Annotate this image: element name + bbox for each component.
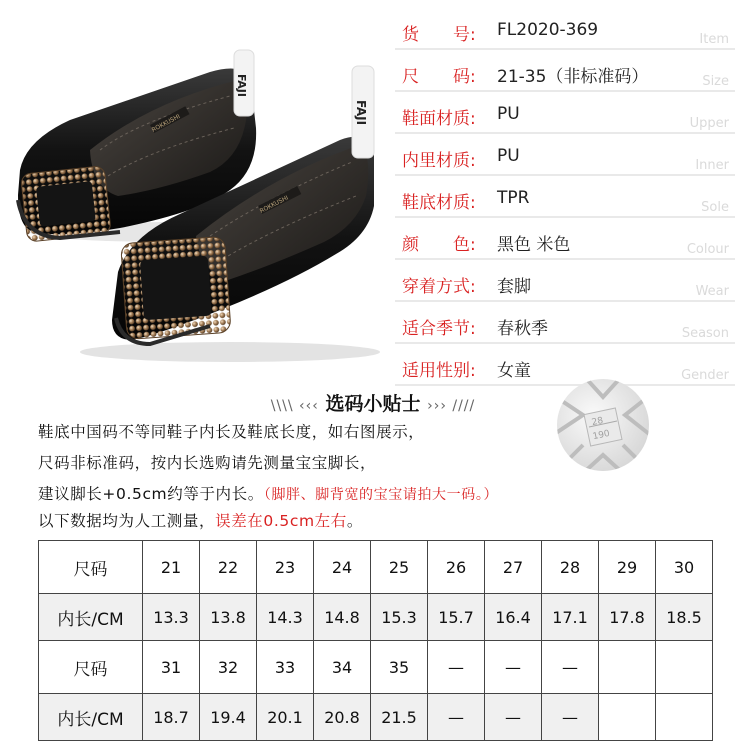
size-table-cell: 17.1 [542, 594, 599, 641]
size-table-cell: 25 [371, 541, 428, 594]
size-table-row-header: 内长/CM [39, 594, 143, 641]
size-table-cell: 20.1 [257, 694, 314, 741]
insole-brand-back: ROKKUSHI [150, 112, 182, 134]
spec-value: 春秋季 [497, 319, 548, 339]
tip-line-3-red: （脚胖、脚背宽的宝宝请拍大一码。） [263, 487, 499, 503]
size-table-cell: 34 [314, 641, 371, 694]
size-table-cell: 18.7 [143, 694, 200, 741]
tip-line-3-main: 建议脚长+0.5cm约等于内长。 [38, 485, 264, 503]
spec-table [395, 10, 735, 388]
size-table-row [39, 594, 713, 641]
spec-english-label: Colour [686, 242, 729, 257]
insole-brand-front: ROKKUSHI [258, 194, 290, 215]
size-table-cell: 15.7 [428, 594, 485, 641]
spec-value: 黑色 米色 [497, 235, 571, 255]
size-table-row-header: 内长/CM [39, 694, 143, 741]
size-table-cell: 29 [599, 541, 656, 594]
spec-row [395, 136, 735, 176]
spec-english-label: Size [702, 74, 729, 89]
spec-row [395, 178, 735, 218]
size-table-cell: 15.3 [371, 594, 428, 641]
spec-value: PU [497, 146, 520, 166]
sole-size-mark: 28 [590, 415, 605, 429]
spec-row [395, 94, 735, 134]
tips-title-text: 选码小贴士 [325, 393, 421, 415]
spec-value: 21-35（非标准码） [497, 67, 649, 87]
size-table-cell: 17.8 [599, 594, 656, 641]
size-table-cell: 30 [656, 541, 713, 594]
spec-label: 适用性别: [402, 361, 476, 381]
size-table-cell: 26 [428, 541, 485, 594]
size-table-row-header: 尺码 [39, 541, 143, 594]
size-table-row [39, 641, 713, 694]
spec-row [395, 52, 735, 92]
strap-text-back: FAJI [235, 74, 248, 97]
tip-line-4-end: 。 [346, 512, 363, 530]
size-table-cell: 16.4 [485, 594, 542, 641]
tip-line-1: 鞋底中国码不等同鞋子内长及鞋底长度，如右图展示， [38, 423, 425, 441]
size-table-cell: 22 [200, 541, 257, 594]
spec-value: 女童 [497, 361, 531, 381]
spec-value: FL2020-369 [497, 20, 599, 40]
spec-row [395, 304, 735, 344]
size-table-cell: 28 [542, 541, 599, 594]
spec-label: 穿着方式: [402, 277, 476, 297]
tip-line-3 [38, 482, 498, 504]
tip-line-4 [38, 509, 363, 531]
sole-inner-mark: 190 [591, 428, 611, 443]
product-photo [0, 0, 390, 385]
spec-english-label: Wear [695, 284, 729, 299]
size-table-cell: 33 [257, 641, 314, 694]
tip-line-4-main: 以下数据均为人工测量， [38, 512, 216, 530]
spec-english-label: Season [681, 326, 729, 341]
size-table-cell [656, 694, 713, 741]
size-table-cell: 19.4 [200, 694, 257, 741]
size-table-cell: 32 [200, 641, 257, 694]
size-table-cell: 27 [485, 541, 542, 594]
spec-label: 鞋面材质: [402, 109, 476, 129]
size-table-cell: 35 [371, 641, 428, 694]
size-table-cell: 13.8 [200, 594, 257, 641]
size-table-cell [599, 641, 656, 694]
spec-label: 尺 码: [402, 67, 476, 87]
spec-row [395, 262, 735, 302]
size-table-cell: 18.5 [656, 594, 713, 641]
spec-english-label: Inner [695, 158, 729, 173]
spec-label: 鞋底材质: [402, 193, 476, 213]
size-table-cell: — [428, 641, 485, 694]
size-table-cell: 24 [314, 541, 371, 594]
size-table-cell: 14.8 [314, 594, 371, 641]
size-table-cell [599, 694, 656, 741]
spec-row [395, 10, 735, 50]
tips-deco-left: \\\\ ‹‹‹ [270, 398, 319, 414]
tip-line-2: 尺码非标准码，按内长选购请先测量宝宝脚长， [38, 454, 377, 472]
spec-english-label: Sole [701, 200, 729, 215]
tip-line-4-red: 误差在0.5cm左右 [215, 512, 347, 530]
size-table-cell: 21 [143, 541, 200, 594]
size-table-row [39, 541, 713, 594]
sole-closeup-image [553, 375, 653, 475]
size-table-cell: 21.5 [371, 694, 428, 741]
strap-text-front: FAJI [354, 100, 368, 126]
spec-label: 货 号: [402, 25, 476, 45]
size-table-cell: 23 [257, 541, 314, 594]
spec-value: TPR [497, 188, 530, 208]
size-table-row-header: 尺码 [39, 641, 143, 694]
size-table-row [39, 694, 713, 741]
size-table-cell: — [485, 694, 542, 741]
tips-title [258, 389, 488, 417]
size-table-cell: — [542, 641, 599, 694]
spec-english-label: Gender [681, 368, 729, 383]
size-table-cell: — [428, 694, 485, 741]
spec-label: 适合季节: [402, 319, 476, 339]
spec-value: PU [497, 104, 520, 124]
tips-deco-right: ››› //// [427, 398, 476, 414]
size-table-cell: — [485, 641, 542, 694]
size-table-cell: 31 [143, 641, 200, 694]
spec-value: 套脚 [497, 277, 531, 297]
size-table [38, 540, 713, 741]
size-table-cell: 13.3 [143, 594, 200, 641]
size-table-cell: 20.8 [314, 694, 371, 741]
spec-label: 颜 色: [402, 235, 476, 255]
spec-english-label: Item [699, 32, 729, 47]
size-table-cell: 14.3 [257, 594, 314, 641]
spec-english-label: Upper [689, 116, 729, 131]
spec-row [395, 220, 735, 260]
spec-label: 内里材质: [402, 151, 476, 171]
size-table-cell [656, 641, 713, 694]
size-table-cell: — [542, 694, 599, 741]
